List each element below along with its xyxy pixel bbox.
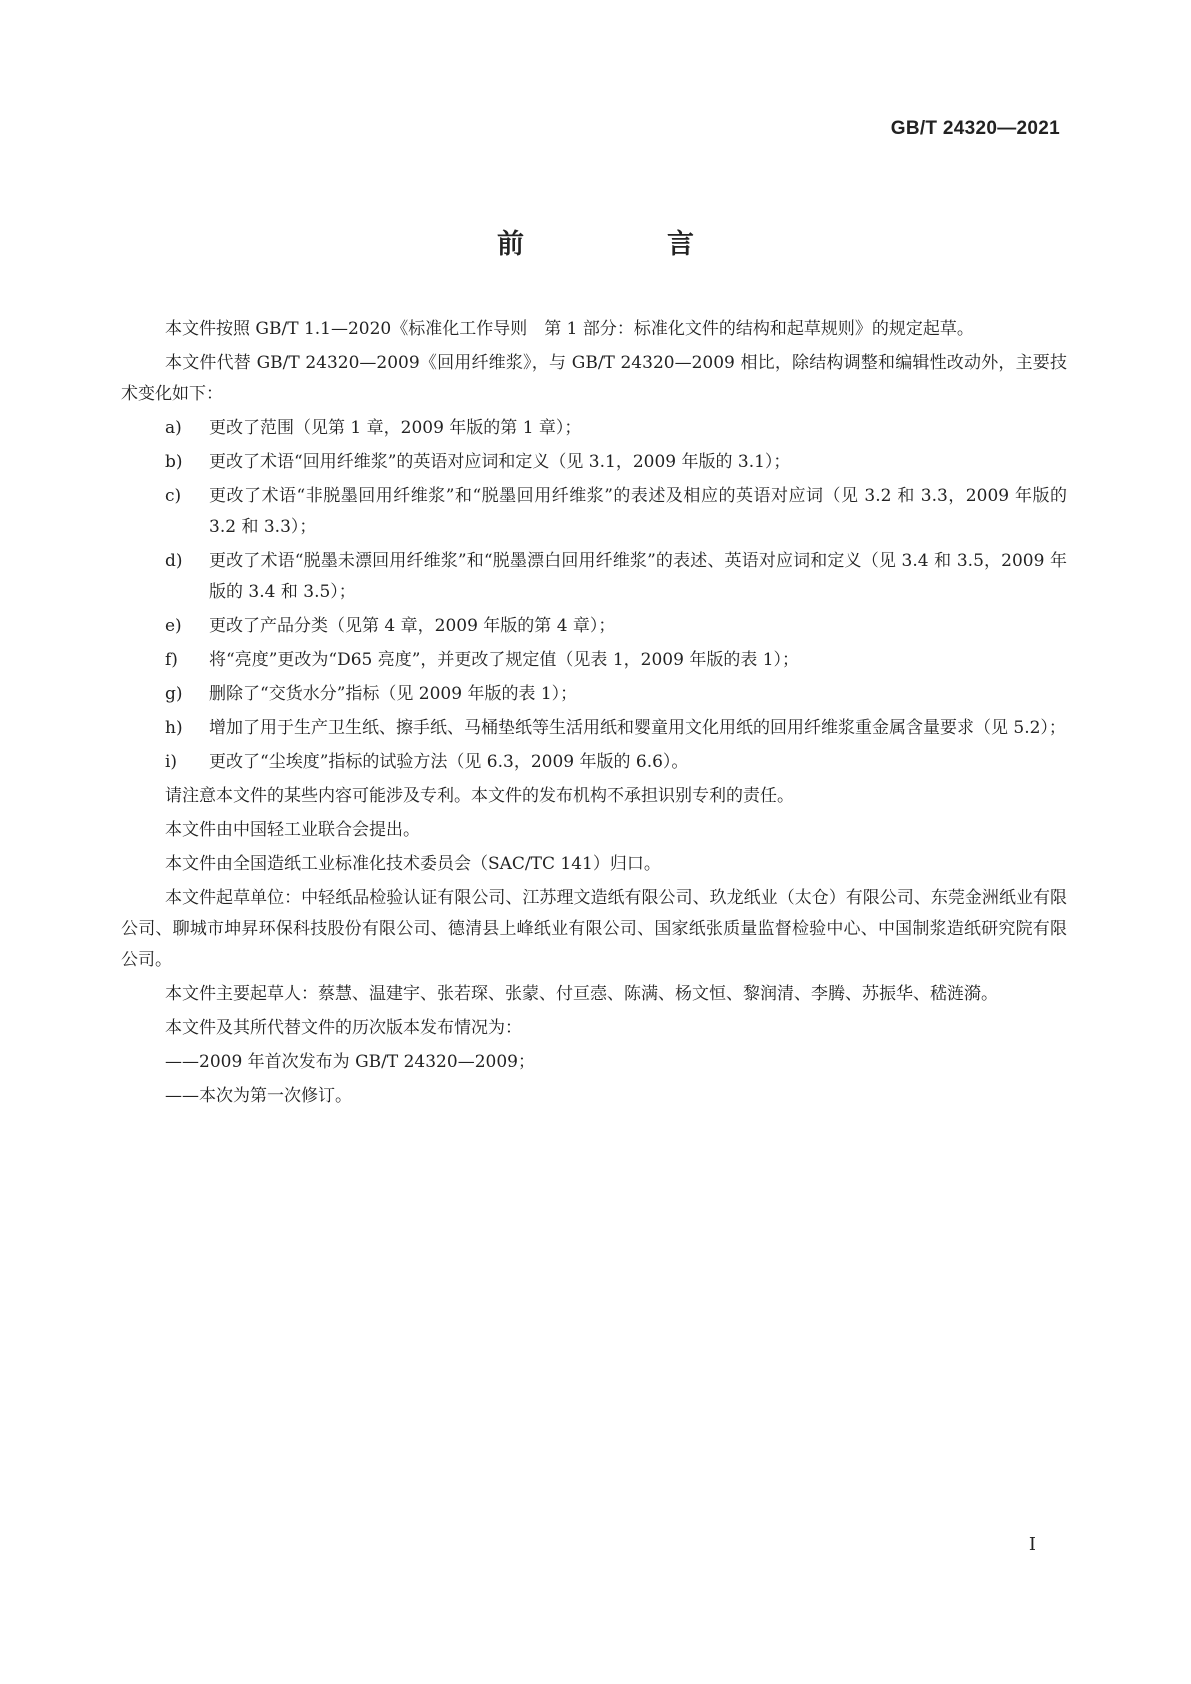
patent-notice: 请注意本文件的某些内容可能涉及专利。本文件的发布机构不承担识别专利的责任。 [165, 786, 794, 806]
list-item [121, 481, 1067, 543]
list-item-text: 更改了术语“回用纤维浆”的英语对应词和定义（见 3.1，2009 年版的 3.1）； [209, 452, 791, 472]
list-item-text: 更改了“尘埃度”指标的试验方法（见 6.3，2009 年版的 6.6）。 [209, 752, 689, 772]
list-marker: a) [165, 418, 182, 438]
list-marker: i) [165, 752, 178, 772]
proposer-statement: 本文件由中国轻工业联合会提出。 [165, 820, 420, 840]
list-item-text: 更改了术语“非脱墨回用纤维浆”和“脱墨回用纤维浆”的表述及相应的英语对应词（见 3.2 和 3.3，2009 年版的 3.2 和 3.3）； [209, 486, 1067, 537]
main-drafters: 本文件主要起草人：蔡慧、温建宇、张若琛、张蒙、付亘悫、陈满、杨文恒、黎润清、李腾、苏振华、嵇涟漪。 [165, 984, 998, 1004]
list-item [121, 413, 1067, 444]
list-item [121, 546, 1067, 608]
list-marker: g) [165, 684, 183, 704]
list-marker: e) [165, 616, 182, 636]
list-item-text: 更改了范围（见第 1 章，2009 年版的第 1 章）； [209, 418, 582, 438]
standard-code-header: GB/T 24320—2021 [890, 118, 1060, 139]
list-item [121, 747, 1067, 778]
history-intro: 本文件及其所代替文件的历次版本发布情况为： [165, 1018, 522, 1038]
history-item: ——本次为第一次修订。 [165, 1086, 352, 1106]
list-marker: f) [165, 650, 178, 670]
list-marker: b) [165, 452, 183, 472]
list-item-text: 更改了术语“脱墨未漂回用纤维浆”和“脱墨漂白回用纤维浆”的表述、英语对应词和定义（见 3.4 和 3.5，2009 年版的 3.4 和 3.5）； [209, 551, 1067, 602]
list-item [121, 447, 1067, 478]
list-item-text: 删除了“交货水分”指标（见 2009 年版的表 1）； [209, 684, 578, 704]
list-marker: h) [165, 718, 183, 738]
list-marker: c) [165, 486, 182, 506]
page-title: 前 言 [497, 229, 752, 260]
drafting-units: 本文件起草单位：中轻纸品检验认证有限公司、江苏理文造纸有限公司、玖龙纸业（太仓）有限公司、东莞金洲纸业有限公司、聊城市坤昇环保科技股份有限公司、德清县上峰纸业有限公司、国家纸张质量监督检验中心、中国制浆造纸研究院有限公司。 [121, 888, 1067, 970]
list-item-text: 将“亮度”更改为“D65 亮度”，并更改了规定值（见表 1，2009 年版的表 1）； [209, 650, 800, 670]
page-number: I [1028, 1534, 1036, 1555]
history-list [121, 1047, 1067, 1112]
list-item [121, 645, 1067, 676]
changes-list [121, 413, 1067, 778]
history-item: ——2009 年首次发布为 GB/T 24320—2009； [165, 1052, 535, 1072]
list-item-text: 更改了产品分类（见第 4 章，2009 年版的第 4 章）； [209, 616, 616, 636]
list-item [121, 611, 1067, 642]
list-marker: d) [165, 551, 183, 571]
intro-paragraph-2: 本文件代替 GB/T 24320—2009《回用纤维浆》，与 GB/T 24320—2009 相比，除结构调整和编辑性改动外，主要技术变化如下： [121, 353, 1067, 404]
list-item-text: 增加了用于生产卫生纸、擦手纸、马桶垫纸等生活用纸和婴童用文化用纸的回用纤维浆重金属含量要求（见 5.2）； [209, 718, 1066, 738]
intro-paragraph-1: 本文件按照 GB/T 1.1—2020《标准化工作导则 第 1 部分：标准化文件的结构和起草规则》的规定起草。 [165, 319, 974, 339]
list-item [121, 679, 1067, 710]
list-item [121, 713, 1067, 744]
committee-statement: 本文件由全国造纸工业标准化技术委员会（SAC/TC 141）归口。 [165, 854, 661, 874]
foreword-body [121, 314, 1067, 1115]
